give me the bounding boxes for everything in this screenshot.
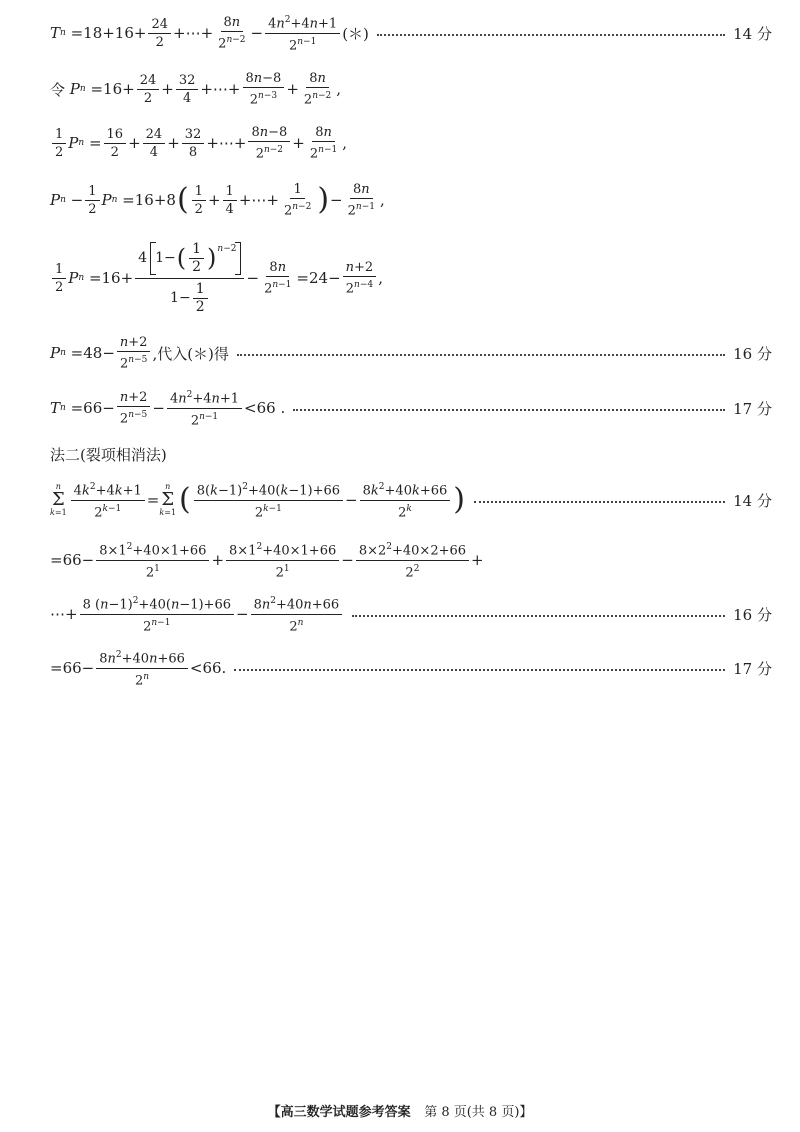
formula: =66− $\frac{8\times 1^2+40\times 1+66}{2^1}$ + $\frac{8\times 1^2+40\times 1+66}{2^1}$ − $\frac{8\times 2^2+40\times 2+66}{2^2}$ + bbox=[50, 542, 484, 580]
score-points: 16 分 bbox=[733, 344, 772, 363]
score-points: 17 分 bbox=[733, 399, 772, 418]
formula: $\frac{1}{2}$ P n = $\frac{16}{2}$ + $\frac{24}{4}$ + $\frac{32}{8}$ +⋯+ $\frac{8n-8}{2^{n-2}}$ + $\frac{8n}{2^{n-1}}$ , bbox=[50, 125, 347, 161]
formula: 令 P n =16+ $\frac{24}{2}$ + $\frac{32}{4}$ +⋯+ $\frac{8n-8}{2^{n-3}}$ + $\frac{8n}{2^{n-2}}$ , bbox=[50, 70, 342, 108]
score-points: 14 分 bbox=[733, 491, 772, 510]
footer-title: 【高三数学试题参考答案 bbox=[267, 1105, 411, 1120]
score-points: 14 分 bbox=[733, 24, 772, 43]
dot-leader bbox=[474, 501, 725, 503]
substitute-text: ,代入(＊)得 bbox=[152, 344, 229, 363]
formula: T n =18+16+ $\frac{24}{2}$ +⋯+ $\frac{8n}{2^{n-2}}$ − $\frac{4n^2+4n+1}{2^{n-1}}$ (＊) bbox=[50, 14, 369, 53]
formula-line-half-pn bbox=[50, 126, 772, 160]
formula: T n =66− $\frac{n+2}{2^{n-5}}$ − $\frac{4n^2+4n+1}{2^{n-1}}$ <66 . bbox=[50, 389, 286, 428]
formula-line-geometric-sum bbox=[50, 240, 772, 316]
intro-text: 令 bbox=[50, 80, 66, 99]
formula-line-pn-def bbox=[50, 72, 772, 106]
star-tag: (＊) bbox=[342, 24, 369, 43]
formula: ⋯+ $\frac{8 (n-1)^2+40(n-1)+66}{2^{n-1}}$ − $\frac{8n^2+40n+66}{2^n}$ bbox=[50, 594, 344, 634]
formula-line-telescoping-sum bbox=[50, 478, 772, 522]
formula-line-pn-result bbox=[50, 336, 772, 370]
formula-line-expansion-1 bbox=[50, 540, 772, 580]
dot-leader bbox=[352, 615, 725, 617]
formula: n Σ k=1 $\frac{4k^2+4k+1}{2^{k-1}}$ = n Σ k=1 ( $\frac{8(k-1)^2+40(k-1)+66}{2^{k-1}}$ − $\frac{8k^2+40k+66}{2^k}$ ) bbox=[50, 482, 466, 520]
formula-line-difference bbox=[50, 182, 772, 218]
formula-line-final bbox=[50, 648, 772, 688]
dot-leader bbox=[377, 34, 725, 36]
formula: P n =48− $\frac{n+2}{2^{n-5}}$ ,代入(＊)得 bbox=[50, 334, 229, 372]
dot-leader bbox=[234, 669, 725, 671]
formula: =66− $\frac{8n^2+40n+66}{2^n}$ <66. bbox=[50, 650, 227, 688]
score-points: 16 分 bbox=[733, 605, 772, 624]
dot-leader bbox=[293, 409, 725, 411]
formula-line-tn-result bbox=[50, 390, 772, 426]
dot-leader bbox=[237, 354, 725, 356]
formula-line-tn-1 bbox=[50, 14, 772, 53]
formula: P n − $\frac{1}{2}$ P n =16+8 ( $\frac{1}{2}$ + $\frac{1}{4}$ +⋯+ $\frac{1}{2^{n-2}}$ ) − $\frac{8n}{2^{n-1}}$ , bbox=[50, 181, 385, 219]
formula-line-expansion-2 bbox=[50, 594, 772, 634]
page-footer bbox=[0, 1101, 800, 1120]
formula: $\frac{1}{2}$ P n =16+ 4 1− ( $\frac{1}{2}$ ) $^{n -2}$ 1− $\frac{1}{2}$ − $\frac{8n}{2^{n-1}}$ =24− $\frac{n+2}{2^{n-4}}$ , bbox=[50, 242, 383, 315]
footer-page-number: 第 8 页(共 8 页)】 bbox=[424, 1105, 533, 1120]
score-points: 17 分 bbox=[733, 659, 772, 678]
method-two-heading: 法二(裂项相消法) bbox=[50, 446, 167, 464]
